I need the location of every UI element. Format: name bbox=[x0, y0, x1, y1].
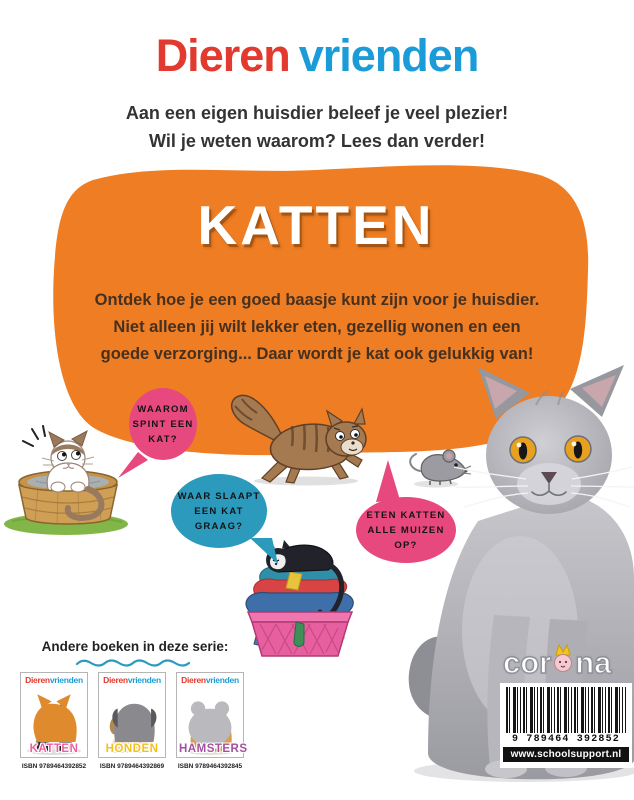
isbn-honden: ISBN 9789464392869 bbox=[99, 763, 165, 770]
series-section-heading: Andere boeken in deze serie: bbox=[41, 639, 229, 654]
book-title-honden: HONDEN bbox=[105, 743, 159, 755]
speech-bubble-sleep: WAAR SLAAPT EEN KAT GRAAG? bbox=[171, 474, 267, 548]
series-logo bbox=[0, 30, 634, 82]
book-title-katten: KATTEN bbox=[29, 743, 79, 755]
panel-line-3: goede verzorging... Daar wordt je kat ook gelukkig van! bbox=[100, 345, 534, 363]
panel-body-text bbox=[77, 287, 557, 368]
panel-line-1: Ontdek hoe je een goed baasje kunt zijn voor je huisdier. bbox=[94, 291, 540, 309]
bubble-tail-sleep bbox=[248, 538, 278, 564]
panel-line-2: Niet alleen jij wilt lekker eten, gezellig wonen en een bbox=[113, 318, 521, 336]
barcode-bars bbox=[506, 687, 626, 733]
barcode-block bbox=[500, 683, 632, 768]
corona-publisher-logo: cor na bbox=[503, 645, 612, 680]
speech-bubble-mice: ETEN KATTEN ALLE MUIZEN OP? bbox=[356, 497, 456, 563]
intro-line-1: Aan een eigen huisdier beleef je veel plezier! bbox=[125, 103, 509, 123]
isbn-hamsters: ISBN 9789464392845 bbox=[177, 763, 243, 770]
series-logo-dieren: Dieren bbox=[155, 30, 290, 81]
book-title-hamsters: HAMSTERS bbox=[179, 743, 248, 755]
series-logo-vrienden: vrienden bbox=[298, 30, 479, 81]
running-cat-illustration bbox=[220, 382, 370, 487]
speech-bubble-purr: WAAROM SPINT EEN KAT? bbox=[129, 388, 197, 460]
barcode-number: 9 789464 392852 bbox=[511, 734, 620, 745]
isbn-katten: ISBN 9789464392852 bbox=[21, 763, 87, 770]
book-thumbnail-katten: Dierenvrienden KATTEN bbox=[20, 672, 88, 758]
cat-in-basket-illustration bbox=[2, 425, 147, 537]
publisher-website: www.schoolsupport.nl bbox=[503, 747, 629, 762]
crown-princess-icon bbox=[551, 650, 575, 676]
intro-line-2: Wil je weten waarom? Lees dan verder! bbox=[149, 131, 485, 151]
intro-text bbox=[0, 99, 634, 155]
squiggle-underline bbox=[75, 657, 193, 669]
book-thumbnail-hamsters: Dierenvrienden HAMSTERS bbox=[176, 672, 244, 758]
book-thumbnail-honden: Dierenvrienden HONDEN bbox=[98, 672, 166, 758]
page-title: KATTEN bbox=[197, 194, 435, 256]
